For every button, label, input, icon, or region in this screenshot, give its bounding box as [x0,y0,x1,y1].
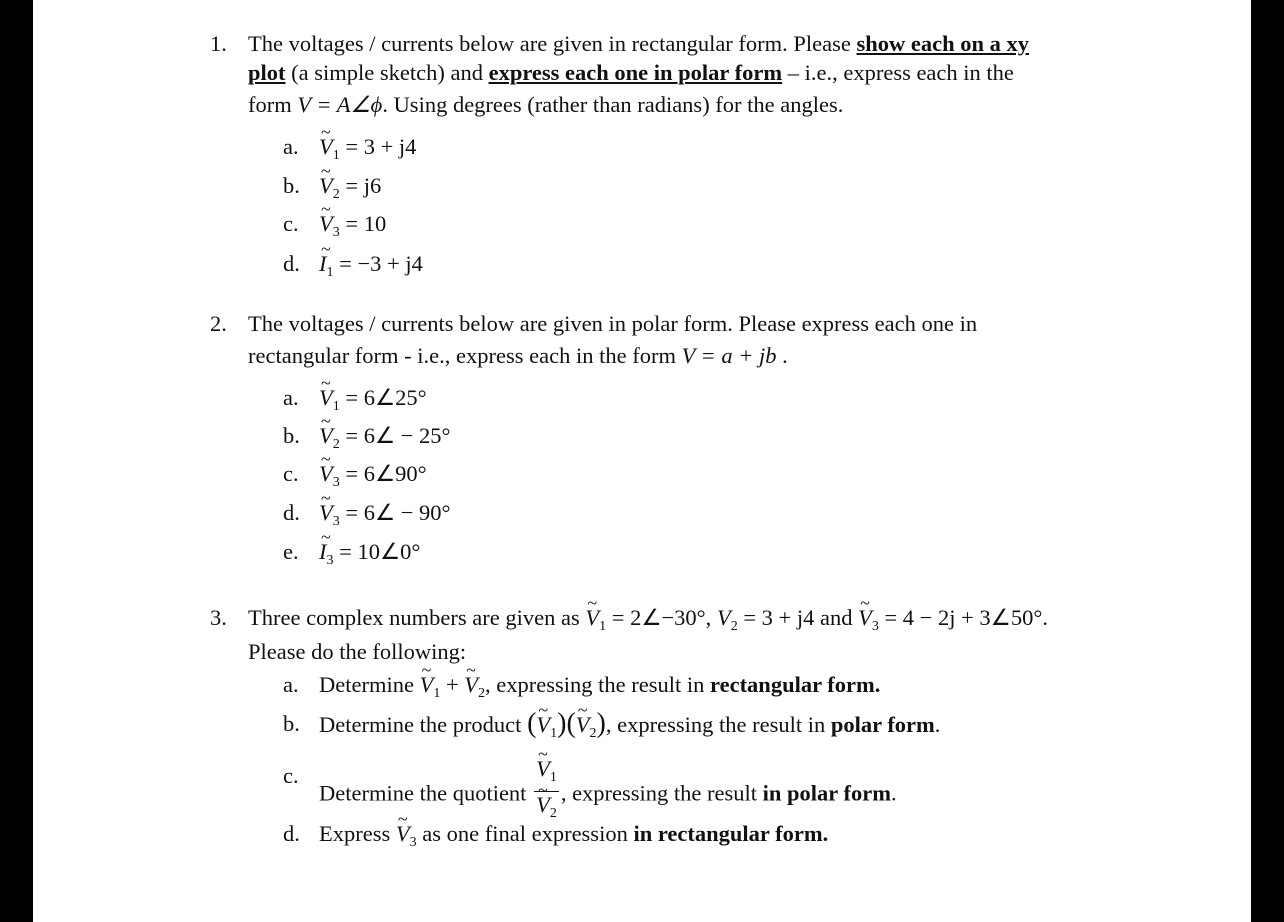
q1-item-d-label: d. [283,251,300,276]
q3-b-label: b. [283,711,300,736]
q3-line-2: Please do the following: [248,639,467,664]
phasor-var: ~ V [319,420,333,452]
problem-set [33,0,1251,922]
q3-d-mid: as one final expression [416,821,634,846]
q2-rect-formula: V = a + jb [681,343,777,368]
subscript: 2 [332,187,340,202]
q3-line1-end: . [1042,605,1048,630]
q3-d-emphasis: in rectangular form. [633,821,829,846]
q3-v3-definition: = 4 − 2j + 3∠50° [878,605,1043,630]
q2-item-b-value: = 6∠ − 25° [339,423,451,448]
subscript: 2 [332,437,340,452]
q3-line-1: Three complex numbers are given as ~ $V_1$ = 2∠−30°, $V_2 = 3 + j4$ and ~ $V_3 = 4 - 2j$ + 3∠50°. [248,602,1048,643]
q3-d-label: d. [283,821,300,846]
phasor-var: ~ V [319,382,333,414]
q2-item-a [319,382,427,423]
q1-item-a-value: = 3 + j4 [339,134,417,159]
q3-item-b: Determine the product (~ $V_1)(\sim$ $V_2$), expressing the result in polar form. [319,708,940,750]
q1-line-1 [248,28,1029,60]
q3-a-emphasis: rectangular form. [710,672,881,697]
phasor-var: ~ I [319,536,327,568]
q3-text: Three complex numbers are given as [248,605,586,630]
q1-item-a-label: a. [283,134,299,159]
q2-item-b-label: b. [283,423,300,448]
q3-d-text: Express [319,821,396,846]
subscript: 3 [332,225,340,240]
q3-v1-definition: = 2∠−30°, [606,605,712,630]
phasor-var: ~ I [319,248,327,280]
q1-line-2 [248,57,1014,89]
q3-b-end: . [934,712,941,737]
quotient-fraction: ~ $V_1$ ~ $V_2$ [534,756,559,827]
q3-a-label: a. [283,672,299,697]
q3-b-mid: , expressing the result in [605,712,831,737]
q3-number: 3. [210,605,227,630]
q3-v2-definition: = 3 + j4 [737,605,815,630]
subscript: 1 [326,265,334,280]
q2-item-d-label: d. [283,500,300,525]
q1-line-3 [248,89,843,121]
q2-item-c [319,458,427,499]
q3-c-end: . [891,780,897,806]
q3-c-text: Determine the quotient [319,780,533,806]
q1-item-a [319,131,416,172]
q1-item-c-label: c. [283,211,299,236]
q2-item-e-label: e. [283,539,299,564]
phasor-var: ~ V [319,458,333,490]
q3-c-emphasis: in polar form [762,780,891,806]
q2-text-end: . [776,343,788,368]
phasor-var: ~ V [319,497,333,529]
q2-item-e-value: = 10∠0° [333,539,421,564]
q2-item-b [319,420,451,461]
subscript: 1 [332,399,340,414]
q1-text-suffix: – i.e., express each in the [782,60,1014,85]
q3-a-text: Determine [319,672,420,697]
q2-item-d-value: = 6∠ − 90° [339,500,451,525]
q1-item-b-label: b. [283,173,300,198]
subscript: 3 [332,475,340,490]
q2-item-d [319,497,451,538]
phasor-var: ~ V [319,131,333,163]
q1-item-c-value: = 10 [339,211,387,236]
q1-form-label: form [248,92,298,117]
subscript: 3 [332,514,340,529]
q1-emphasis-plot-end: plot [248,60,286,85]
q3-b-text: Determine the product [319,712,528,737]
q3-a-mid: , expressing the result in [485,672,711,697]
q3-c-label: c. [283,763,299,788]
q2-item-c-value: = 6∠90° [339,461,427,486]
q2-text: rectangular form - i.e., express each in the form [248,343,682,368]
q3-and: and [814,605,859,630]
q2-line-1: The voltages / currents below are given in polar form. Please express each one in [248,311,978,336]
q1-item-b-value: = j6 [339,173,382,198]
q1-number: 1. [210,31,227,56]
q2-item-c-label: c. [283,461,299,486]
q1-text: The voltages / currents below are given in rectangular form. Please [248,31,857,56]
q3-b-emphasis: polar form [830,712,935,737]
q2-item-e [319,536,420,577]
q3-item-a: Determine ~ $V_1$ + ~ $V_2$, expressing the result in rectangular form. [319,669,880,710]
phasor-var: ~ V [319,208,333,240]
q1-degrees-note: . Using degrees (rather than radians) for the angles. [382,92,844,117]
q3-item-d: Express ~ $V_3$ as one final expression in rectangular form. [319,818,828,859]
phasor-var: ~ V [319,170,333,202]
q1-text-mid: (a simple sketch) and [285,60,489,85]
q1-emphasis-polar: express each one in polar form [488,60,783,85]
document-page [33,0,1251,922]
q2-item-a-value: = 6∠25° [339,385,427,410]
q3-c-mid: , expressing the result [560,780,763,806]
subscript: 3 [326,553,334,568]
q1-emphasis-plot: show each on a xy [856,31,1030,56]
q2-number: 2. [210,311,227,336]
subscript: 1 [332,148,340,163]
q2-item-a-label: a. [283,385,299,410]
q1-item-d [319,248,423,289]
q1-item-d-value: = −3 + j4 [333,251,423,276]
q1-polar-formula: V = A∠ϕ [297,92,383,117]
